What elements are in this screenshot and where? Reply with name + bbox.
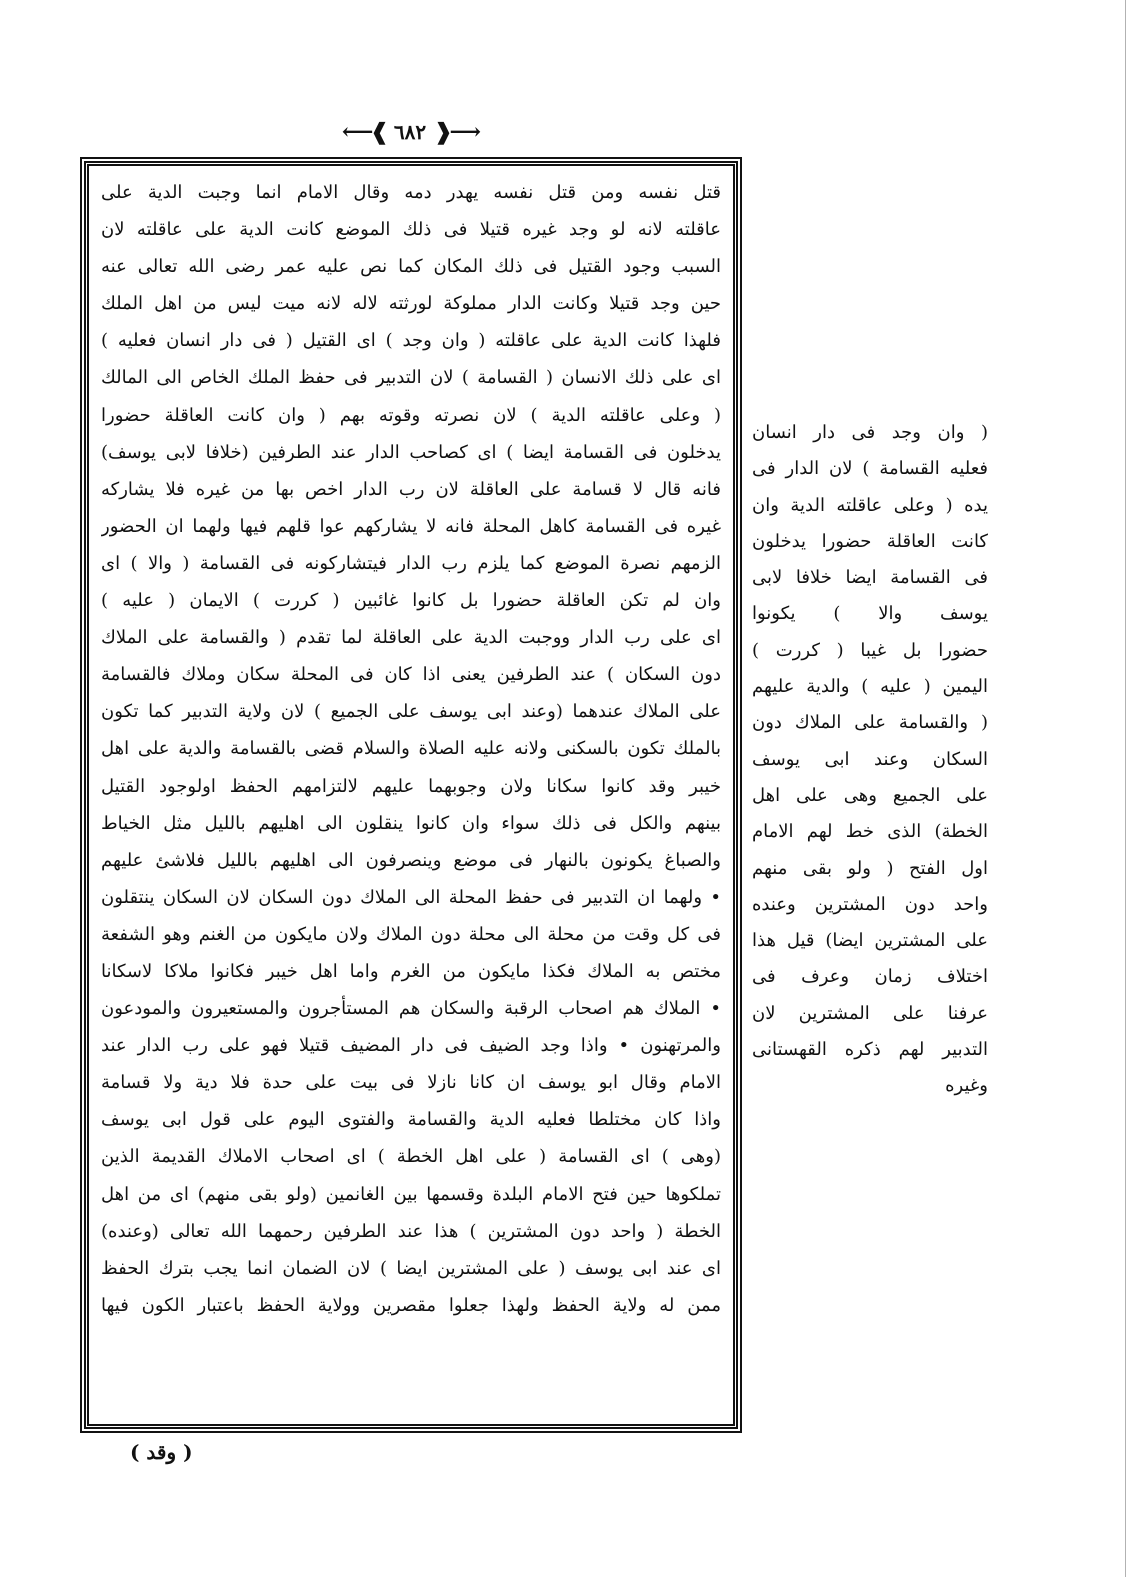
margin-note-line: اول الفتح ( ولو بقى منهم (752, 857, 988, 879)
main-text-line: ( وعلى عاقلته الدية ) لان نصرته وقوته بهم ( وان كانت العاقلة حضورا (101, 404, 721, 426)
main-text-line: يدخلون فى القسامة ايضا ) اى كصاحب الدار عند الطرفين (خلافا لابى يوسف) (101, 441, 721, 463)
margin-note-line: اليمين ( عليه ) والدية عليهم (752, 676, 988, 698)
margin-note-line: على الجميع وهى على اهل (752, 784, 988, 806)
page-number-text: ٦٨٢ (393, 120, 427, 144)
main-text-line: اى على رب الدار ووجبت الدية على العاقلة لما تقدم ( والقسامة على الملاك (101, 627, 721, 649)
margin-note-line: وغيره (945, 1075, 988, 1097)
page-number (340, 116, 480, 148)
left-ornament-icon: ⟵❰ (341, 119, 386, 145)
main-text-line: خيبر وقد كانوا سكانا ولان وجوبهما عليهم لالتزامهم الحفظ اولوجود القتيل (101, 775, 721, 797)
main-text-line: على الملاك عندهما (وعند ابى يوسف على الجميع ) لان ولاية التدبير كما تكون (101, 701, 721, 723)
main-text-line: وان لم تكن العاقلة حضورا بل كانوا غائبين ( كررت ) الايمان ( عليه ) (101, 590, 721, 612)
main-text-frame (80, 157, 742, 1433)
main-text-line: الامام وقال ابو يوسف ان كانا نازلا فى بيت على حدة فلا دية ولا قسامة (101, 1072, 721, 1094)
catchword: ( وقد ) (130, 1440, 193, 1464)
margin-note-line: عرفنا على المشترين لان (752, 1002, 988, 1024)
margin-note-line: على المشترين ايضا) قيل هذا (752, 930, 988, 952)
scan-edge-line (1125, 0, 1126, 1577)
margin-note-line: اختلاف زمان وعرف فى (752, 966, 988, 988)
main-text-line: تملكوها حين فتح الامام البلدة وقسمها بين الغانمين (ولو بقى منهم) اى من اهل (101, 1183, 721, 1205)
margin-note-line: ( وان وجد فى دار انسان (752, 422, 988, 443)
margin-note-line: كانت العاقلة حضورا يدخلون (752, 530, 988, 552)
margin-note-line: السكان وعند ابى يوسف (752, 748, 988, 770)
main-text-line: • الملاك هم اصحاب الرقبة والسكان هم المستأجرون والمستعيرون والمودعون (101, 998, 721, 1020)
main-text-line: فى كل وقت من محلة الى محلة دون الملاك ولان مايكون من الغنم وهو الشفعة (101, 923, 721, 945)
main-text-line: بالملك تكون بالسكنى ولانه عليه الصلاة والسلام قضى بالقسامة والدية على اهل (101, 738, 721, 760)
main-text-line: حين وجد قتيلا وكانت الدار مملوكة لورثته لاله لانه ميت ليس من اهل الملك (101, 293, 721, 315)
main-text-line: واذا كان مختلطا فعليه الدية والقسامة والفتوى اليوم على قول ابى يوسف (101, 1109, 721, 1131)
margin-note-line: يده ( وعلى عاقلته الدية وان (752, 494, 988, 516)
margin-note-line: حضورا بل غيبا ( كررت ) (752, 639, 988, 661)
main-text-line: والصباغ يكونون بالنهار فى موضع وينصرفون الى اهليهم بالليل فلاشئ عليهم (101, 849, 721, 871)
main-text-line: فانه قال لا قسامة على العاقلة لان رب الدار اخص بها من غيره فلا يشاركه (101, 478, 721, 500)
margin-note-line: فعليه القسامة ) لان الدار فى (752, 458, 988, 480)
main-text-line: فلهذا كانت الدية على عاقلته ( وان وجد ) اى القتيل ( فى دار انسان فعليه ) (101, 330, 721, 352)
margin-note-line: الخطة) الذى خط لهم الامام (752, 821, 988, 843)
margin-note-line: يوسف والا ) يكونوا (752, 603, 988, 625)
right-ornament-icon: ❱⟶ (434, 119, 479, 145)
main-text-line: السبب وجود القتيل فى ذلك المكان كما نص عليه عمر رضى الله تعالى عنه (101, 256, 721, 278)
main-text-line: الزمهم نصرة الموضع كما يلزم رب الدار فيتشاركونه فى القسامة ( والا ) اى (101, 552, 721, 574)
main-text-line: دون السكان ) عند الطرفين يعنى اذا كان فى المحلة سكان وملاك فالقسامة (101, 664, 721, 686)
main-text-body (87, 164, 735, 1426)
main-text-line: مختص به الملاك فكذا مايكون من الغرم واما اهل خيبر فكانوا ملاكا لاسكانا (101, 960, 721, 982)
margin-note-line: ( والقسامة على الملاك دون (752, 712, 988, 734)
main-text-line: عاقلته لانه لو وجد غيره قتيلا فى ذلك الموضع كانت الدية على عاقلته لان (101, 219, 721, 241)
main-text-line: (وهى ) اى القسامة ( على اهل الخطة ) اى اصحاب الاملاك القديمة الذين (101, 1146, 721, 1168)
margin-note-line: التدبير لهم ذكره القهستانى (752, 1039, 988, 1061)
main-text-line: والمرتهنون • واذا وجد الضيف فى دار المضيف قتيلا فهو على رب الدار عند (101, 1035, 721, 1057)
margin-note-line: واحد دون المشترين وعنده (752, 893, 988, 915)
main-text-line: غيره فى القسامة كاهل المحلة فانه لا يشاركهم عوا قلهم فيها ولهما ان الحضور (101, 515, 721, 537)
main-text-line: اى على ذلك الانسان ( القسامة ) لان التدبير فى حفظ الملك الخاص الى المالك (101, 367, 721, 389)
main-text-line: • ولهما ان التدبير فى حفظ المحلة الى الملاك دون السكان لان السكان ينتقلون (101, 886, 721, 908)
main-text-line: اى عند ابى يوسف ( على المشترين ايضا ) لان الضمان انما يجب بترك الحفظ (101, 1257, 721, 1279)
main-text-line: ممن له ولاية الحفظ ولهذا جعلوا مقصرين وولاية الحفظ باعتبار الكون فيها (101, 1294, 721, 1316)
main-text-line: بينهم والكل فى ذلك سواء وان كانوا ينقلون الى اهليهم بالليل مثل الخياط (101, 812, 721, 834)
margin-note (752, 415, 988, 1175)
main-text-line: قتل نفسه ومن قتل نفسه يهدر دمه وقال الامام انما وجبت الدية على (101, 182, 721, 203)
margin-note-line: فى القسامة ايضا خلافا لابى (752, 567, 988, 589)
main-text-line: الخطة ( واحد دون المشترين ) هذا عند الطرفين رحمهما الله تعالى (وعنده) (101, 1220, 721, 1242)
